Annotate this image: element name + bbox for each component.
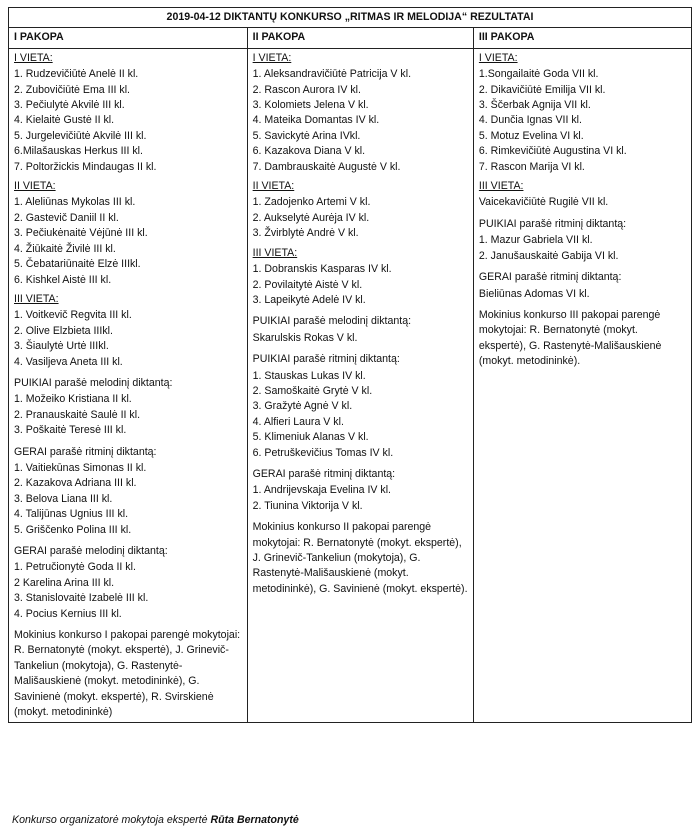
organizer-prefix: Konkurso organizatorė mokytoja ekspertė xyxy=(12,814,211,826)
list-item: 1. Vaitiekūnas Simonas II kl. xyxy=(14,461,147,474)
section-heading: PUIKIAI parašė melodinį diktantą: xyxy=(252,315,412,328)
section-heading: PUIKIAI parašė melodinį diktantą: xyxy=(14,376,173,389)
list-item: 4. Pocius Kernius III kl. xyxy=(14,607,122,620)
column-header-3: III PAKOPA xyxy=(473,28,691,48)
section-heading: PUIKIAI parašė ritminį diktantą: xyxy=(478,217,627,230)
list-item: 6. Rimkevičiūtė Augustina VI kl. xyxy=(478,145,627,158)
winners-list xyxy=(253,195,468,241)
list-item: 4. Mateika Domantas IV kl. xyxy=(252,114,380,127)
honorable-list xyxy=(253,369,468,461)
list-item: 5. Griščenko Polina III kl. xyxy=(14,523,132,536)
teachers-note: Mokinius konkurso II pakopai parengė mokytojai: R. Bernatonytė (mokyt. ekspertė), J. Grinevič-Tankeliun (mokytoja), G. Rastenytė-Mališauskienė (mokyt. metodininkė), G. Savinienė (mokyt. ekspertė). xyxy=(252,521,468,595)
honorable-list xyxy=(14,461,242,538)
list-item: 1. Mazur Gabriela VII kl. xyxy=(478,234,593,247)
list-item: 3. Pečiukėnaitė Vėjūnė III kl. xyxy=(14,227,148,240)
list-item: 5. Čebatariūnaitė Elzė IIIkl. xyxy=(14,258,141,271)
organizer-name: Rūta Bernatonytė xyxy=(210,814,299,826)
list-item: 2. Zubovičiūtė Ema III kl. xyxy=(14,83,130,96)
section-heading: GERAI parašė melodinį diktantą: xyxy=(14,545,168,557)
place-label: I VIETA: xyxy=(478,51,518,64)
column-body xyxy=(247,48,473,723)
winners-list xyxy=(253,67,468,175)
list-item: 5. Motuz Evelina VI kl. xyxy=(478,129,584,142)
place-label: II VIETA: xyxy=(252,180,295,193)
list-item: 4. Žiūkaitė Živilė III kl. xyxy=(14,242,116,255)
winners-list xyxy=(14,195,242,287)
place-label: I VIETA: xyxy=(14,51,53,64)
winners-list xyxy=(479,67,686,175)
list-item: 2. Tiunina Viktorija V kl. xyxy=(252,499,363,512)
section-heading: GERAI parašė ritminį diktantą: xyxy=(14,445,157,458)
list-item: 3. Stanislovaitė Izabelė III kl. xyxy=(14,592,149,605)
list-item: 6. Petruškevičius Tomas IV kl. xyxy=(252,446,394,459)
list-item: Skarulskis Rokas V kl. xyxy=(252,331,358,344)
section-heading: GERAI parašė ritminį diktantą: xyxy=(478,271,622,284)
list-item: 1. Zadojenko Artemi V kl. xyxy=(252,196,371,209)
honorable-list xyxy=(253,331,468,346)
list-item: 2. Dikavičiūtė Emilija VII kl. xyxy=(478,83,606,96)
list-item: 5. Jurgelevičiūtė Akvilė III kl. xyxy=(14,129,147,142)
list-item: Vaicekavičiūtė Rugilė VII kl. xyxy=(478,196,609,209)
list-item: 1. Možeiko Kristiana II kl. xyxy=(14,393,132,406)
place-label: III VIETA: xyxy=(14,292,59,305)
honorable-list xyxy=(479,287,686,302)
results-table xyxy=(8,7,692,723)
list-item: 3. Belova Liana III kl. xyxy=(14,492,113,505)
honorable-list xyxy=(479,233,686,264)
place-label: I VIETA: xyxy=(252,51,292,64)
list-item: 1. Aleliūnas Mykolas III kl. xyxy=(14,196,136,209)
list-item: 5. Savickytė Arina IVkl. xyxy=(252,129,361,142)
winners-list xyxy=(14,308,242,370)
list-item: 6.Milašauskas Herkus III kl. xyxy=(14,145,143,158)
list-item: 3. Kolomiets Jelena V kl. xyxy=(252,99,369,112)
list-item: 2. Aukselytė Aurėja IV kl. xyxy=(252,211,370,224)
list-item: 4. Talijūnas Ugnius III kl. xyxy=(14,508,129,521)
teachers-note: Mokinius konkurso I pakopai parengė mokytojai: R. Bernatonytė (mokyt. ekspertė), J. Grinevič-Tankeliun (mokytoja), G. Rastenytė-Mališauskienė (mokyt. metodininkė), G. Savinienė (mokyt. ekspertė), R. Svirskienė (mokyt. metodininkė) xyxy=(14,629,241,719)
list-item: 5. Klimeniuk Alanas V kl. xyxy=(252,431,369,444)
list-item: 4. Dunčia Ignas VII kl. xyxy=(478,114,582,127)
organizer-footer xyxy=(12,813,299,828)
list-item: 1. Dobranskis Kasparas IV kl. xyxy=(252,263,392,276)
list-item: 1. Andrijevskaja Evelina IV kl. xyxy=(252,484,392,497)
list-item: 1. Stauskas Lukas IV kl. xyxy=(252,369,366,382)
winners-list xyxy=(14,67,242,175)
list-item: 2. Kazakova Adriana III kl. xyxy=(14,477,137,490)
honorable-list xyxy=(253,483,468,514)
list-item: 2 Karelina Arina III kl. xyxy=(14,576,115,589)
list-item: 2. Rascon Aurora IV kl. xyxy=(252,83,361,96)
section-heading: GERAI parašė ritminį diktantą: xyxy=(252,467,396,480)
list-item: 3. Pečiulytė Akvilė III kl. xyxy=(14,99,125,112)
list-item: 3. Gražytė Agnė V kl. xyxy=(252,400,353,413)
list-item: 1. Aleksandravičiūtė Patricija V kl. xyxy=(252,68,412,81)
column-body xyxy=(9,48,248,723)
list-item: Bieliūnas Adomas VI kl. xyxy=(478,287,590,300)
list-item: 3. Ščerbak Agnija VII kl. xyxy=(478,99,591,112)
list-item: 7. Dambrauskaitė Augustė V kl. xyxy=(252,160,401,173)
place-label: II VIETA: xyxy=(14,180,56,193)
place-label: III VIETA: xyxy=(478,180,524,193)
column-header-2: II PAKOPA xyxy=(247,28,473,48)
list-item: 3. Žvirblytė Andrė V kl. xyxy=(252,227,359,240)
teachers-note: Mokinius konkurso III pakopai parengė mokytojai: R. Bernatonytė (mokyt. ekspertė), G. Rastenytė-Mališauskienė (mokyt. metodininkė). xyxy=(478,308,662,368)
list-item: 3. Poškaitė Teresė III kl. xyxy=(14,424,127,437)
list-item: 2. Samoškaitė Grytė V kl. xyxy=(252,384,373,397)
winners-list xyxy=(479,195,686,210)
column-body xyxy=(473,48,691,723)
list-item: 7. Poltoržickis Mindaugas II kl. xyxy=(14,160,157,173)
list-item: 7. Rascon Marija VI kl. xyxy=(478,160,585,173)
list-item: 2. Janušauskaitė Gabija VI kl. xyxy=(478,249,619,262)
list-item: 1. Petručionytė Goda II kl. xyxy=(14,561,136,574)
list-item: 1. Voitkevič Regvita III kl. xyxy=(14,309,132,322)
column-header-1: I PAKOPA xyxy=(9,28,248,48)
list-item: 6. Kishkel Aistė III kl. xyxy=(14,273,112,286)
list-item: 4. Kielaitė Gustė II kl. xyxy=(14,114,115,127)
list-item: 3. Lapeikytė Adelė IV kl. xyxy=(252,293,366,306)
list-item: 3. Šiaulytė Urtė IIIkl. xyxy=(14,340,109,353)
document-title: 2019-04-12 DIKTANTŲ KONKURSO „RITMAS IR MELODIJA“ REZULTATAI xyxy=(9,8,692,28)
place-label: III VIETA: xyxy=(252,246,298,259)
list-item: 2. Gastevič Daniil II kl. xyxy=(14,211,119,224)
list-item: 1. Rudzevičiūtė Anelė II kl. xyxy=(14,68,139,81)
honorable-list xyxy=(14,392,242,438)
list-item: 2. Pranauskaitė Saulė II kl. xyxy=(14,408,141,421)
list-item: 4. Vasiljeva Aneta III kl. xyxy=(14,355,123,368)
list-item: 1.Songailaitė Goda VII kl. xyxy=(478,68,599,81)
section-heading: PUIKIAI parašė ritminį diktantą: xyxy=(252,353,400,366)
list-item: 2. Olive Elzbieta IIIkl. xyxy=(14,324,113,337)
honorable-list xyxy=(14,560,242,622)
list-item: 2. Povilaitytė Aistė V kl. xyxy=(252,278,363,291)
list-item: 6. Kazakova Diana V kl. xyxy=(252,145,366,158)
list-item: 4. Alfieri Laura V kl. xyxy=(252,415,344,428)
winners-list xyxy=(253,262,468,308)
